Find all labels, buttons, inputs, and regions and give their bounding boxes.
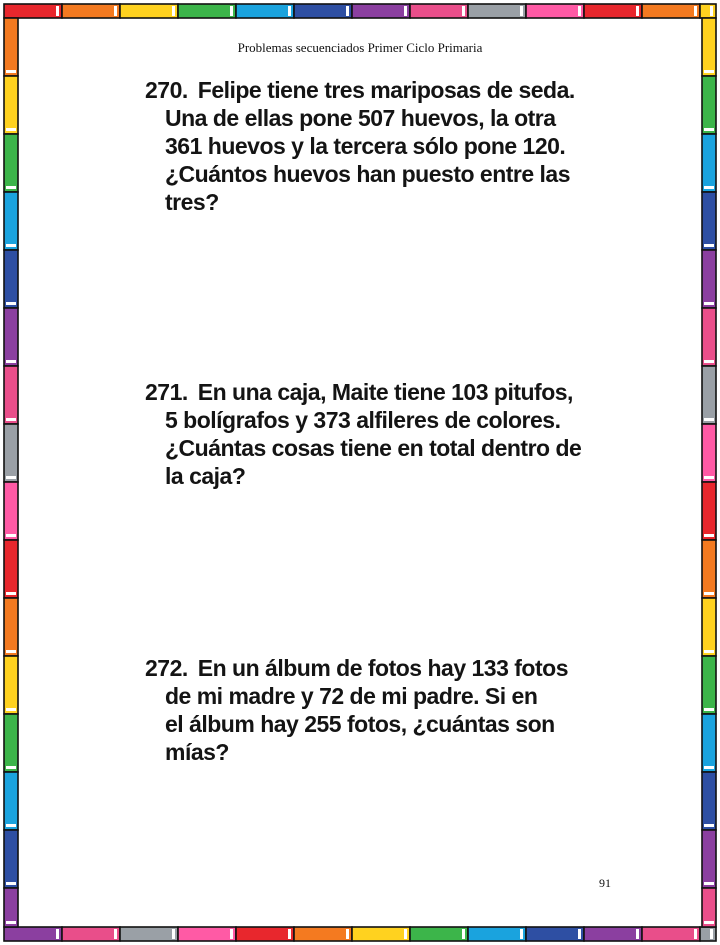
border-segment: [236, 4, 294, 18]
problem-text: 361 huevos y la tercera sólo pone 120.: [165, 133, 566, 159]
border-segment: [468, 927, 526, 941]
border-segment: [120, 927, 178, 941]
border-segment: [702, 134, 716, 192]
border-segment: [4, 656, 18, 714]
border-segment: [468, 4, 526, 18]
border-segment: [702, 192, 716, 250]
border-segment: [700, 927, 716, 941]
problem-number: 272.: [145, 655, 188, 681]
border-segment: [702, 76, 716, 134]
problem-text: tres?: [165, 189, 219, 215]
border-segment: [702, 308, 716, 366]
border-segment: [4, 540, 18, 598]
border-segment: [294, 927, 352, 941]
border-segment: [352, 4, 410, 18]
border-segment: [4, 772, 18, 830]
border-segment: [4, 714, 18, 772]
border-segment: [702, 482, 716, 540]
problem-number: 270.: [145, 77, 188, 103]
problem-272: [145, 654, 615, 766]
problem-270: [145, 76, 615, 216]
border-segment: [4, 830, 18, 888]
border-segment: [4, 250, 18, 308]
problem-text: el álbum hay 255 fotos, ¿cuántas son: [165, 711, 555, 737]
problem-text: ¿Cuántos huevos han puesto entre las: [165, 161, 571, 187]
border-segment: [702, 598, 716, 656]
border-segment: [702, 540, 716, 598]
border-segment: [702, 250, 716, 308]
border-segment: [236, 927, 294, 941]
border-segment: [702, 888, 716, 927]
border-segment: [4, 424, 18, 482]
problem-text: de mi madre y 72 de mi padre. Si en: [165, 683, 538, 709]
page-number: 91: [599, 876, 611, 890]
problem-text: En una caja, Maite tiene 103 pitufos,: [197, 379, 573, 405]
border-segment: [178, 4, 236, 18]
border-segment: [702, 772, 716, 830]
border-segment: [62, 4, 120, 18]
border-segment: [120, 4, 178, 18]
border-segment: [4, 598, 18, 656]
border-segment: [4, 927, 62, 941]
border-segment: [4, 308, 18, 366]
border-segment: [4, 366, 18, 424]
border-segment: [4, 482, 18, 540]
border-segment: [4, 192, 18, 250]
border-segment: [700, 4, 716, 18]
border-segment: [62, 927, 120, 941]
border-segment: [4, 134, 18, 192]
border-segment: [294, 4, 352, 18]
border-segment: [584, 927, 642, 941]
border-segment: [642, 927, 700, 941]
border-segment: [642, 4, 700, 18]
border-segment: [526, 4, 584, 18]
problem-text: mías?: [165, 739, 229, 765]
border-segment: [352, 927, 410, 941]
border-segment: [410, 927, 468, 941]
border-segment: [702, 366, 716, 424]
problem-text: Felipe tiene tres mariposas de seda.: [197, 77, 575, 103]
border-segment: [410, 4, 468, 18]
border-segment: [584, 4, 642, 18]
border-segment: [4, 888, 18, 927]
border-segment: [702, 424, 716, 482]
problem-271: [145, 378, 615, 490]
problem-number: 271.: [145, 379, 188, 405]
border-segment: [4, 76, 18, 134]
problem-text: ¿Cuántas cosas tiene en total dentro de: [165, 435, 582, 461]
problem-line: [145, 378, 615, 406]
border-segment: [178, 927, 236, 941]
problem-text: 5 bolígrafos y 373 alfileres de colores.: [165, 407, 561, 433]
problem-text: la caja?: [165, 463, 246, 489]
page-header: Problemas secuenciados Primer Ciclo Primaria: [237, 40, 483, 55]
border-segment: [702, 714, 716, 772]
border-segment: [702, 656, 716, 714]
problem-text: En un álbum de fotos hay 133 fotos: [197, 655, 568, 681]
problem-text: Una de ellas pone 507 huevos, la otra: [165, 105, 556, 131]
border-segment: [526, 927, 584, 941]
border-segment: [702, 830, 716, 888]
problem-line: [145, 76, 615, 104]
border-segment: [4, 4, 62, 18]
problem-line: [145, 654, 615, 682]
